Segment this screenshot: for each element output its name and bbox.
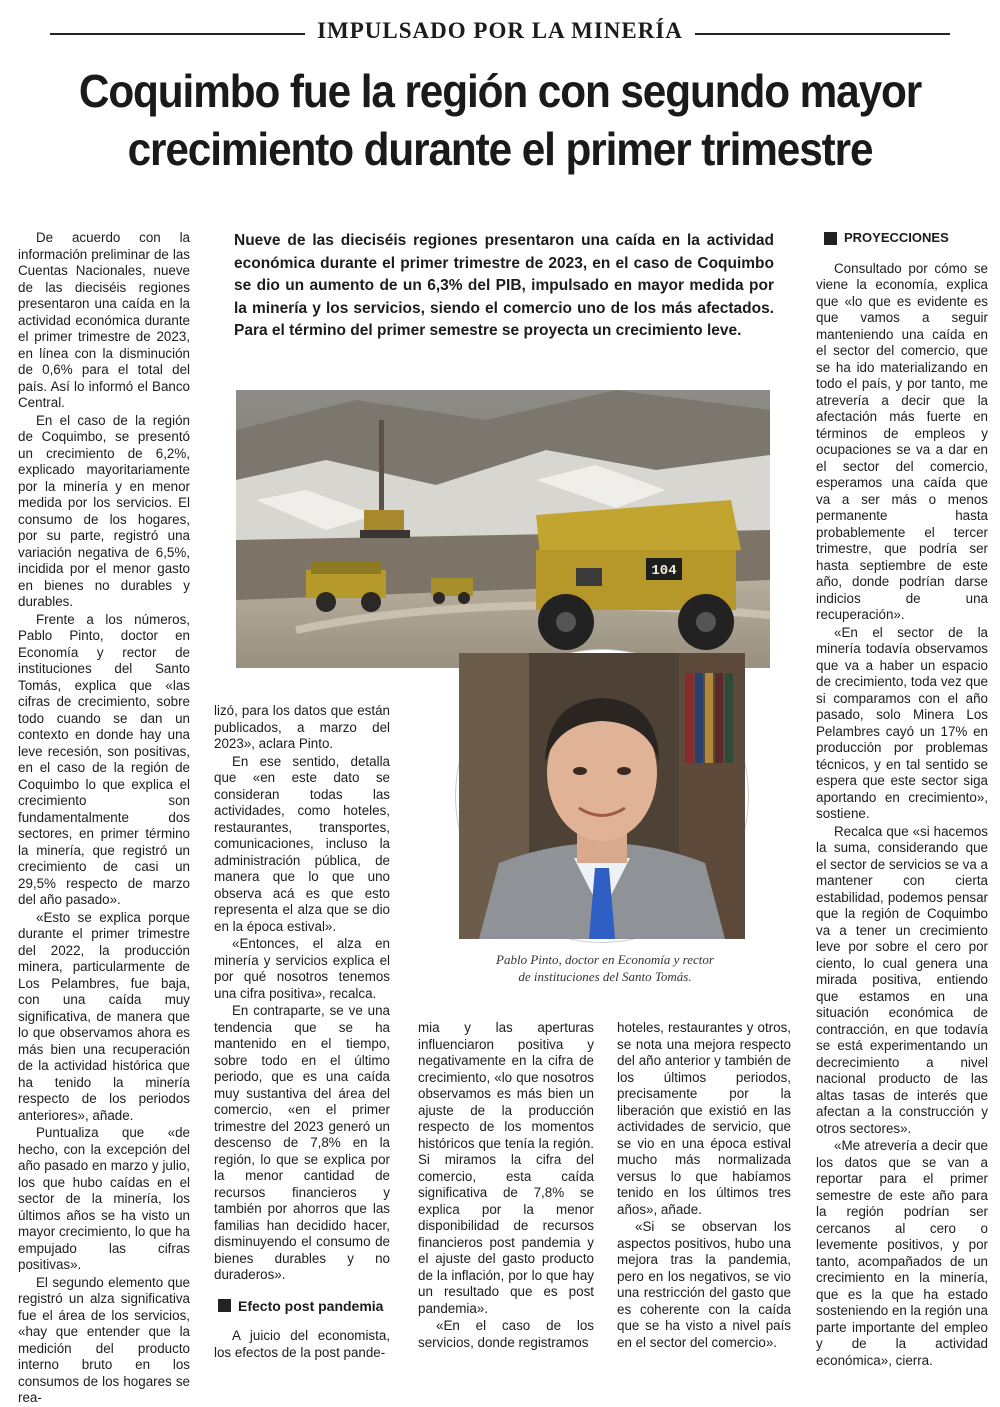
col2-paragraph: En contraparte, se ve una tendencia que se ha mantenido en el tiempo, sobre todo en el último periodo, que es una caída muy sustantiva del área del comercio, «en el primer trimestre del 2023 generó un descenso de 7,8% en la región, lo que se explica por la menor cantidad de recursos financieros y también por ahorros que las familias han decidido hacer, disminuyendo el consumo de bienes durables y no duraderos». — [214, 1003, 390, 1282]
truck-number: 104 — [651, 563, 677, 579]
column-1 — [18, 230, 190, 1407]
headline-line-2: crecimiento durante el primer trimestre — [127, 123, 873, 175]
caption-line-2: de instituciones del Santo Tomás. — [518, 969, 692, 984]
col5-paragraph: «Me atrevería a decir que los datos que se van a reportar para el primer semestre de este año para la región podrían ser cercanos al cero o levemente positivos, y por tanto, acompañados de un crecimiento en la minería, que es la que ha estado sosteniendo en la región una parte importante del empleo y de la actividad económica», cierra. — [816, 1138, 988, 1368]
col5-paragraph: Recalca que «si hacemos la suma, considerando que el sector de servicios se va a mantener con cierta estabilidad, podemos pensar que la región de Coquimbo va a tener un crecimiento leve por sobre el cero por ciento, lo cual genera una mirada positiva, entiendo que estamos en una situación económica de contracción, en que todavía se está experimentando un decrecimiento a nivel nacional producto de las altas tasas de interés que afectan a la construcción y otros sectores». — [816, 823, 988, 1136]
col4-paragraph: «Si se observan los aspectos positivos, hubo una mejora tras la pandemia, pero en los negativos, se vio una restricción del gasto que es coherente con la caída que se ha visto a nivel país en el sector del comercio». — [617, 1219, 791, 1350]
section-kicker — [50, 14, 950, 48]
subhead-text: Efecto post pandemia — [238, 1297, 384, 1314]
subhead-efecto-post-pandemia — [218, 1298, 390, 1315]
subhead-proyecciones — [824, 230, 988, 247]
pablo-pinto-portrait — [456, 650, 748, 942]
col4-paragraph: hoteles, restaurantes y otros, se nota una mejora respecto del año anterior y también de los últimos periodos, precisamente por la liberación que existió en las actividades de servicio, que se vio en una época estival mucho más normalizada versus lo que habíamos tenido en los últimos tres años», añade. — [617, 1020, 791, 1217]
col1-paragraph: El segundo elemento que registró un alza significativa fue el área de los servicios, «hay que entender que la medición del producto interno bruto en los consumos de los hogares se rea- — [18, 1274, 190, 1405]
column-5 — [816, 230, 988, 1369]
col1-paragraph: De acuerdo con la información preliminar de las Cuentas Nacionales, nueve de las dieciséis regiones presentaron una caída en la actividad económica durante el primer trimestre de 2023, en línea con la disminución de 0,6% para el total del país. Así lo informó el Banco Central. — [18, 230, 190, 410]
col1-paragraph: «Esto se explica porque durante el primer trimestre del 2022, la producción minera, particularmente de Los Pelambres, fue baja, con una caída muy significativa, de manera que lo que observamos ahora es más bien una recuperación de la actividad histórica que ha tenido la minería respecto de los periodos anteriores», añade. — [18, 909, 190, 1123]
col2-paragraph: En ese sentido, detalla que «en este dato se consideran todas las actividades, como hoteles, restaurantes, transportes, comunicaciones, incluso la administración pública, de manera que lo que uno observa acá es que esto representa el alza que se dio en la época estival». — [214, 753, 390, 934]
column-2 — [214, 703, 390, 1361]
col1-paragraph: Puntualiza que «de hecho, con la excepción del año pasado en marzo y julio, los que hubo caídas en el sector de la minería, los últimos años se ha visto un mayor crecimiento, lo que ha empujado las cifras positivas». — [18, 1125, 190, 1272]
subhead-square-icon — [824, 232, 837, 245]
col2-paragraph: lizó, para los datos que están publicados, a marzo del 2023», aclara Pinto. — [214, 703, 390, 751]
column-3 — [418, 1020, 594, 1351]
headline — [58, 62, 941, 178]
mining-trucks-photo — [236, 390, 770, 668]
col5-paragraph: «En el sector de la minería todavía observamos que va a haber un espacio de crecimiento, toda vez que si comparamos con el año pasado, solo Minera Los Pelambres cayó un 17% en producción por problemas técnicos, y en tal sentido se espera que este sector siga aportando en crecimiento», sostiene. — [816, 624, 988, 821]
column-4 — [617, 1020, 791, 1351]
portrait-illustration — [459, 653, 745, 939]
col3-paragraph: «En el caso de los servicios, donde registramos — [418, 1318, 594, 1350]
subhead-text: PROYECCIONES — [844, 230, 949, 245]
lead-paragraph: Nueve de las dieciséis regiones presentaron una caída en la actividad económica durante el primer trimestre de 2023, en el caso de Coquimbo se dio un aumento de un 6,3% del PIB, impulsado en mayor medida por la minería y los servicios, siendo el comercio uno de los más afectados. Para el término del primer semestre se proyecta un crecimiento leve. — [234, 232, 774, 339]
photo-caption — [440, 951, 770, 985]
kicker-rule-right — [695, 33, 950, 35]
subhead-square-icon — [218, 1299, 231, 1312]
col5-paragraph: Consultado por cómo se viene la economía, explica que «lo que es evidente es que vamos a seguir manteniendo una caída en el sector del comercio, que se ha ido materializando en todo el país, y por tanto, me atrevería a decir que la afectación más fuerte en términos de empleos y ocupaciones se va a dar en el sector del comercio, esperamos una caída que va a ser más o menos permanente hasta probablemente el tercer trimestre, que podría ser hasta septiembre de este año, donde podrían darse indicios de una recuperación». — [816, 260, 988, 622]
caption-line-1: Pablo Pinto, doctor en Economía y rector — [496, 952, 714, 967]
mining-scene-illustration — [236, 390, 770, 668]
col2-paragraph: A juicio del economista, los efectos de la post pande- — [214, 1328, 390, 1360]
col3-paragraph: mia y las aperturas influenciaron positiva y negativamente en la cifra de crecimiento, «lo que nosotros observamos es más bien un ajuste de la producción respecto de los momentos históricos que tenía la región. Si miramos la cifra del comercio, esta caída significativa de 7,8% se explica por la menor disponibilidad de recursos financieros post pandemia y el ajuste del gasto producto de la inflación, por lo que hay un resultado que es post pandemia». — [418, 1020, 594, 1316]
headline-line-1: Coquimbo fue la región con segundo mayor — [78, 65, 922, 117]
col2-paragraph: «Entonces, el alza en minería y servicios explica el por qué nosotros tenemos una cifra positiva», recalca. — [214, 936, 390, 1001]
kicker-text: IMPULSADO POR LA MINERÍA — [317, 18, 683, 43]
col1-paragraph: Frente a los números, Pablo Pinto, doctor en Economía y rector de instituciones del Santo Tomás, explica que «las cifras de crecimiento, sobre todo cuando se dan un contexto en donde hay una leve recesión, son positivas, en el caso de la región de Coquimbo lo que explica el crecimiento son fundamentalmente dos sectores, en primer término la minería, que registró un crecimiento de casi un 29,5% respecto de marzo del año pasado». — [18, 611, 190, 907]
col1-paragraph: En el caso de la región de Coquimbo, se presentó un crecimiento de 6,2%, explicado mayoritariamente por la minería y en menor medida por los servicios. El consumo de los hogares, por su parte, registró una variación negativa de 6,5%, incidida por el menor gasto en bienes no durables y durables. — [18, 412, 190, 609]
